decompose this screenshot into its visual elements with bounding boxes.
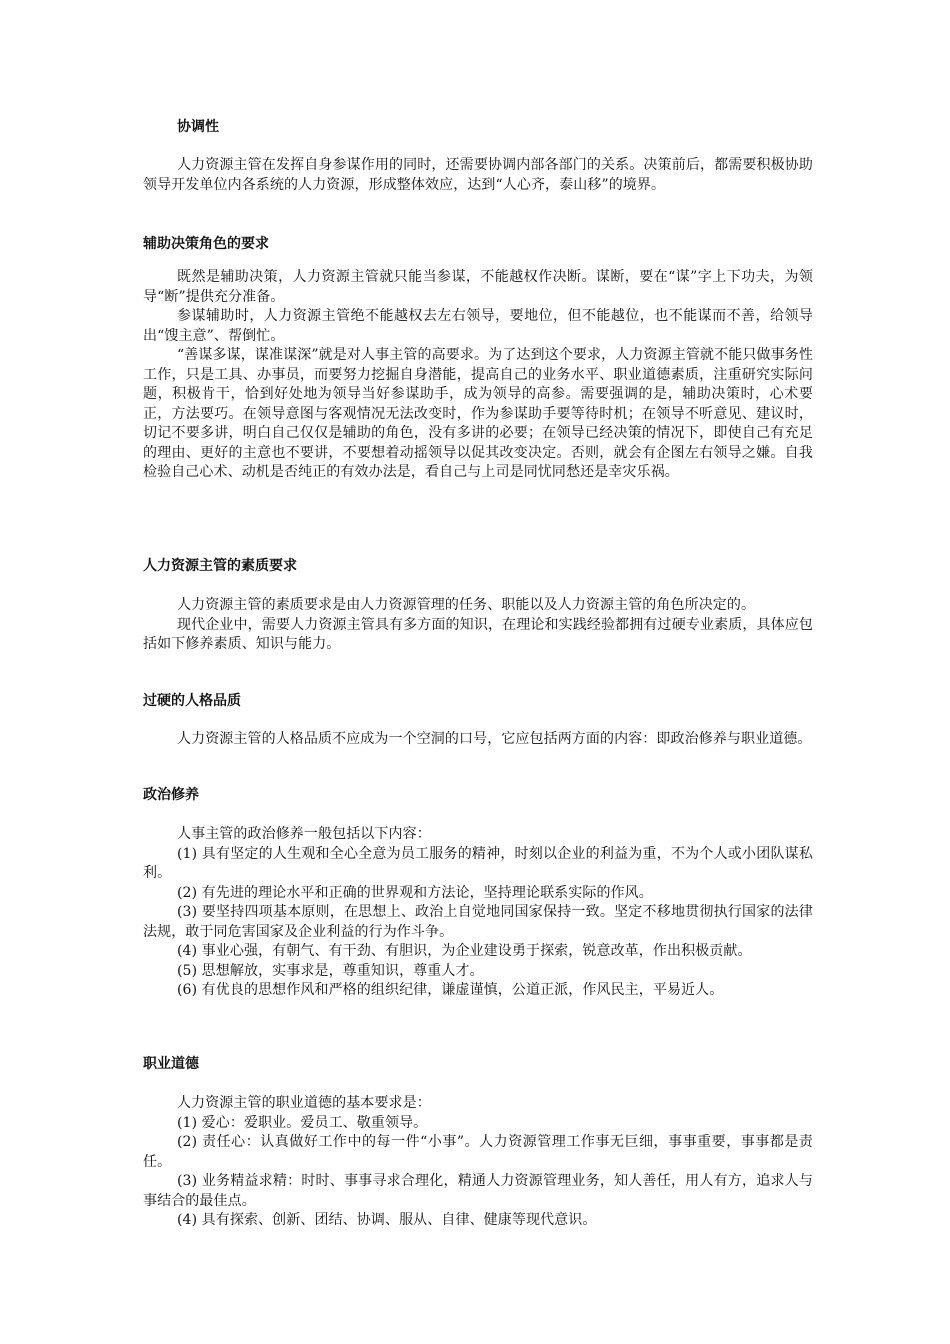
paragraph: 人事主管的政治修养一般包括以下内容：	[177, 826, 431, 842]
paragraph: “善谋多谋，谋准谋深”就是对人事主管的高要求。为了达到这个要求，人力资源主管就不能只做事务性工作，只是工具、办事员，而要努力挖掘自身潜能，提高自己的业务水平、职业道德素质，注重研究实际问题，积极肯干，恰到好处地为领导当好参谋助手，成为领导的高参。需要强调的是，辅助决策时，心术要正，方法要巧。在领导意图与客观情况无法改变时，作为参谋助手要等待时机；在领导不听意见、建议时，切记不要多讲，明白自己仅仅是辅助的角色，没有多讲的必要；在领导已经决策的情况下，即使自己有充足的理由、更好的主意也不要讲，不要想着动摇领导以促其改变决定。否则，就会有企图左右领导之嫌。自我检验自己心术、动机是否纯正的有效办法是，看自己与上司是同忧同愁还是幸灾乐祸。	[143, 347, 813, 480]
section-political-heading-block	[143, 785, 813, 805]
section-assist-decision-body	[143, 268, 813, 483]
list-item: (1) 爱心：爱职业。爱员工、敬重领导。	[177, 1114, 428, 1131]
list-item: (6) 有优良的思想作风和严格的组织纪律，谦虚谨慎，公道正派，作风民主，平易近人。	[177, 982, 724, 998]
list-item: (4) 具有探索、创新、团结、协调、服从、自律、健康等现代意识。	[177, 1212, 597, 1228]
section-assist-decision-heading-block	[143, 234, 813, 254]
section-personality-body	[143, 730, 813, 750]
paragraph: 人力资源主管在发挥自身参谋作用的同时，还需要协调内部各部门的关系。决策前后，都需要积极协助领导开发单位内各系统的人力资源，形成整体效应，达到“人心齐，泰山移”的境界。	[143, 157, 813, 193]
paragraph: 既然是辅助决策，人力资源主管就只能当参谋，不能越权作决断。谋断，要在“谋”字上下功夫，为领导“断”提供充分准备。	[143, 269, 813, 305]
section-coordination-body	[143, 156, 813, 195]
paragraph: 人力资源主管的职业道德的基本要求是：	[177, 1095, 431, 1111]
list-item: (2) 责任心：认真做好工作中的每一件“小事”。人力资源管理工作事无巨细，事事重要，事事都是责任。	[143, 1134, 813, 1170]
section-political-body	[143, 825, 813, 1001]
section-heading: 人力资源主管的素质要求	[143, 558, 297, 574]
paragraph: 参谋辅助时，人力资源主管绝不能越权去左右领导，要地位，但不能越位，也不能谋而不善，给领导出“馊主意”、帮倒忙。	[143, 308, 813, 344]
section-coordination-heading-block	[143, 117, 813, 137]
section-heading: 协调性	[177, 119, 219, 135]
section-heading: 职业道德	[143, 1056, 199, 1072]
section-quality-requirements-heading-block	[143, 556, 813, 576]
paragraph: 人力资源主管的人格品质不应成为一个空洞的口号，它应包括两方面的内容：即政治修养与职业道德。	[177, 731, 812, 747]
section-quality-requirements-body	[143, 596, 813, 655]
list-item: (4) 事业心强，有朝气、有干劲、有胆识，为企业建设勇于探索，锐意改革，作出积极贡献。	[177, 943, 752, 959]
paragraph: 现代企业中，需要人力资源主管具有多方面的知识，在理论和实践经验都拥有过硬专业素质，具体应包括如下修养素质、知识与能力。	[143, 616, 813, 652]
section-personality-heading-block	[143, 691, 813, 711]
section-heading: 政治修养	[143, 787, 199, 803]
list-item: (1) 具有坚定的人生观和全心全意为员工服务的精神，时刻以企业的利益为重，不为个人或小团队谋私利。	[143, 845, 813, 881]
list-item: (5) 思想解放，实事求是，尊重知识，尊重人才。	[177, 962, 484, 979]
section-heading: 过硬的人格品质	[143, 693, 241, 709]
list-item: (2) 有先进的理论水平和正确的世界观和方法论，坚持理论联系实际的作风。	[177, 884, 653, 901]
section-heading: 辅助决策角色的要求	[143, 236, 269, 252]
list-item: (3) 要坚持四项基本原则，在思想上、政治上自觉地同国家保持一致。坚定不移地贯彻执行国家的法律法规，敢于同危害国家及企业利益的行为作斗争。	[143, 904, 813, 940]
section-professional-ethics-body	[143, 1094, 813, 1231]
section-professional-ethics-heading-block	[143, 1054, 813, 1074]
list-item: (3) 业务精益求精：时时、事事寻求合理化，精通人力资源管理业务，知人善任，用人有方，追求人与事结合的最佳点。	[143, 1173, 813, 1209]
paragraph: 人力资源主管的素质要求是由人力资源管理的任务、职能以及人力资源主管的角色所决定的。	[177, 597, 756, 613]
